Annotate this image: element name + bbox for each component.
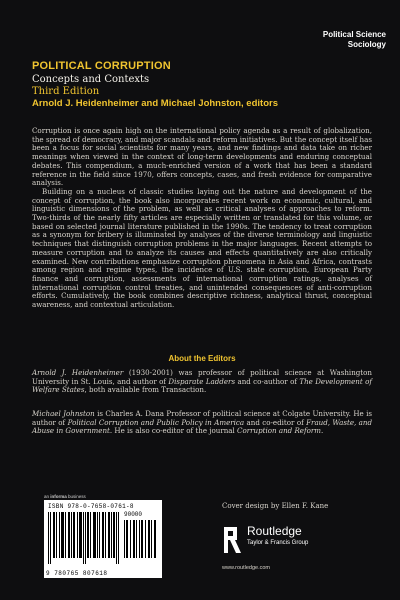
barcode-digits: 9 780765 807618 (46, 570, 108, 577)
book-reference: Political Corruption and Public Policy in America (67, 417, 245, 427)
publisher-url: www.routledge.com (222, 565, 270, 571)
informa-brand: informa (50, 494, 67, 499)
editor-bio-johnston (32, 410, 372, 436)
bio-text: , both available from Transaction. (84, 385, 207, 395)
journal-reference: Corruption and Reform (237, 426, 321, 436)
book-reference: The Development of Welfare States (32, 376, 372, 395)
informa-suffix: business (66, 494, 86, 499)
editor-bio-heidenheimer (32, 369, 372, 395)
description-paragraph-2: Building on a nucleus of classic studies laying out the nature and development of the concept of corruption, the book also incorporates recent work on economic, cultural, and linguistic dimensions of the problem, as well as critical analyses of approaches to reform. Two-thirds of the nearly fifty articles are especially written or translated for this volume, or based on selected journal literature published in the 1990s. The tendency to treat corruption as a synonym for bribery is illuminated by analyses of the diverse terminology and linguistic techniques that distinguish corruption problems in the major languages. Recent attempts to measure corruption and to analyze its causes and effects quantitatively are also critically examined. New contributions emphasize corruption phenomena in Asia and Africa, contrasts among region and regime types, the incidence of U.S. state corruption, European Party finance and corruption, assessments of international corruption ratings, analyses of international corruption control treaties, and unintended consequences of anti-corruption efforts. Cumulatively, the book combines descriptive richness, analytical thrust, conceptual awareness, and contextual articulation. (32, 186, 372, 310)
title-block (32, 60, 372, 109)
book-reference: Fraud, Waste, and Abuse in Government (32, 417, 373, 436)
bio-text: and co-editor of (244, 417, 307, 427)
bio-text: . (321, 426, 324, 436)
book-reference: Disparate Ladders (168, 376, 236, 386)
subject-categories (256, 30, 386, 50)
routledge-logo-icon (222, 525, 242, 555)
book-edition: Third Edition (32, 86, 100, 97)
bio-text: . He is also co-editor of the journal (109, 426, 238, 436)
publisher-group: Taylor & Francis Group (247, 540, 309, 546)
subject-political-science: Political Science (322, 30, 386, 39)
publisher-name: Routledge (247, 524, 302, 538)
bio-text: is Charles A. Dana Professor of political science at Colgate University. He is author of (32, 409, 372, 427)
price-code: 90000 (124, 511, 143, 518)
informa-business-line (44, 494, 86, 499)
description-paragraph-1: Corruption is once again high on the international policy agenda as a result of globalization, the spread of democracy, and major scandals and reform initiatives. But the concept itself has been a focus for social scientists for many years, and new findings and data take on richer meanings when viewed in the context of long-term developments and enduring conceptual debates. This compendium, a much-enriched version of a work that has been a standard reference in the field since 1970, offers concepts, cases, and fresh evidence for comparative analysis. (32, 126, 372, 188)
book-description (32, 127, 372, 310)
editor-name: Michael Johnston (32, 409, 95, 418)
editor-name: Arnold J. Heidenheimer (32, 368, 124, 377)
addon-barcode-icon (124, 520, 156, 558)
isbn-label: ISBN 978-0-7658-0761-8 (48, 503, 134, 510)
cover-credit: Cover design by Ellen F. Kane (222, 502, 329, 510)
book-subtitle: Concepts and Contexts (32, 74, 150, 85)
bio-text: (1930-2001) was professor of political science at Washington University in St. Louis, and author of (32, 368, 372, 386)
barcode-block (44, 500, 162, 578)
ean-barcode-icon (48, 512, 120, 564)
bio-text: and co-author of (235, 376, 300, 386)
subject-sociology: Sociology (347, 40, 386, 49)
informa-prefix: an (44, 494, 51, 499)
about-editors-heading: About the Editors (168, 354, 236, 363)
book-title: POLITICAL CORRUPTION (32, 60, 171, 72)
book-editors: Arnold J. Heidenheimer and Michael Johnston, editors (32, 98, 278, 109)
